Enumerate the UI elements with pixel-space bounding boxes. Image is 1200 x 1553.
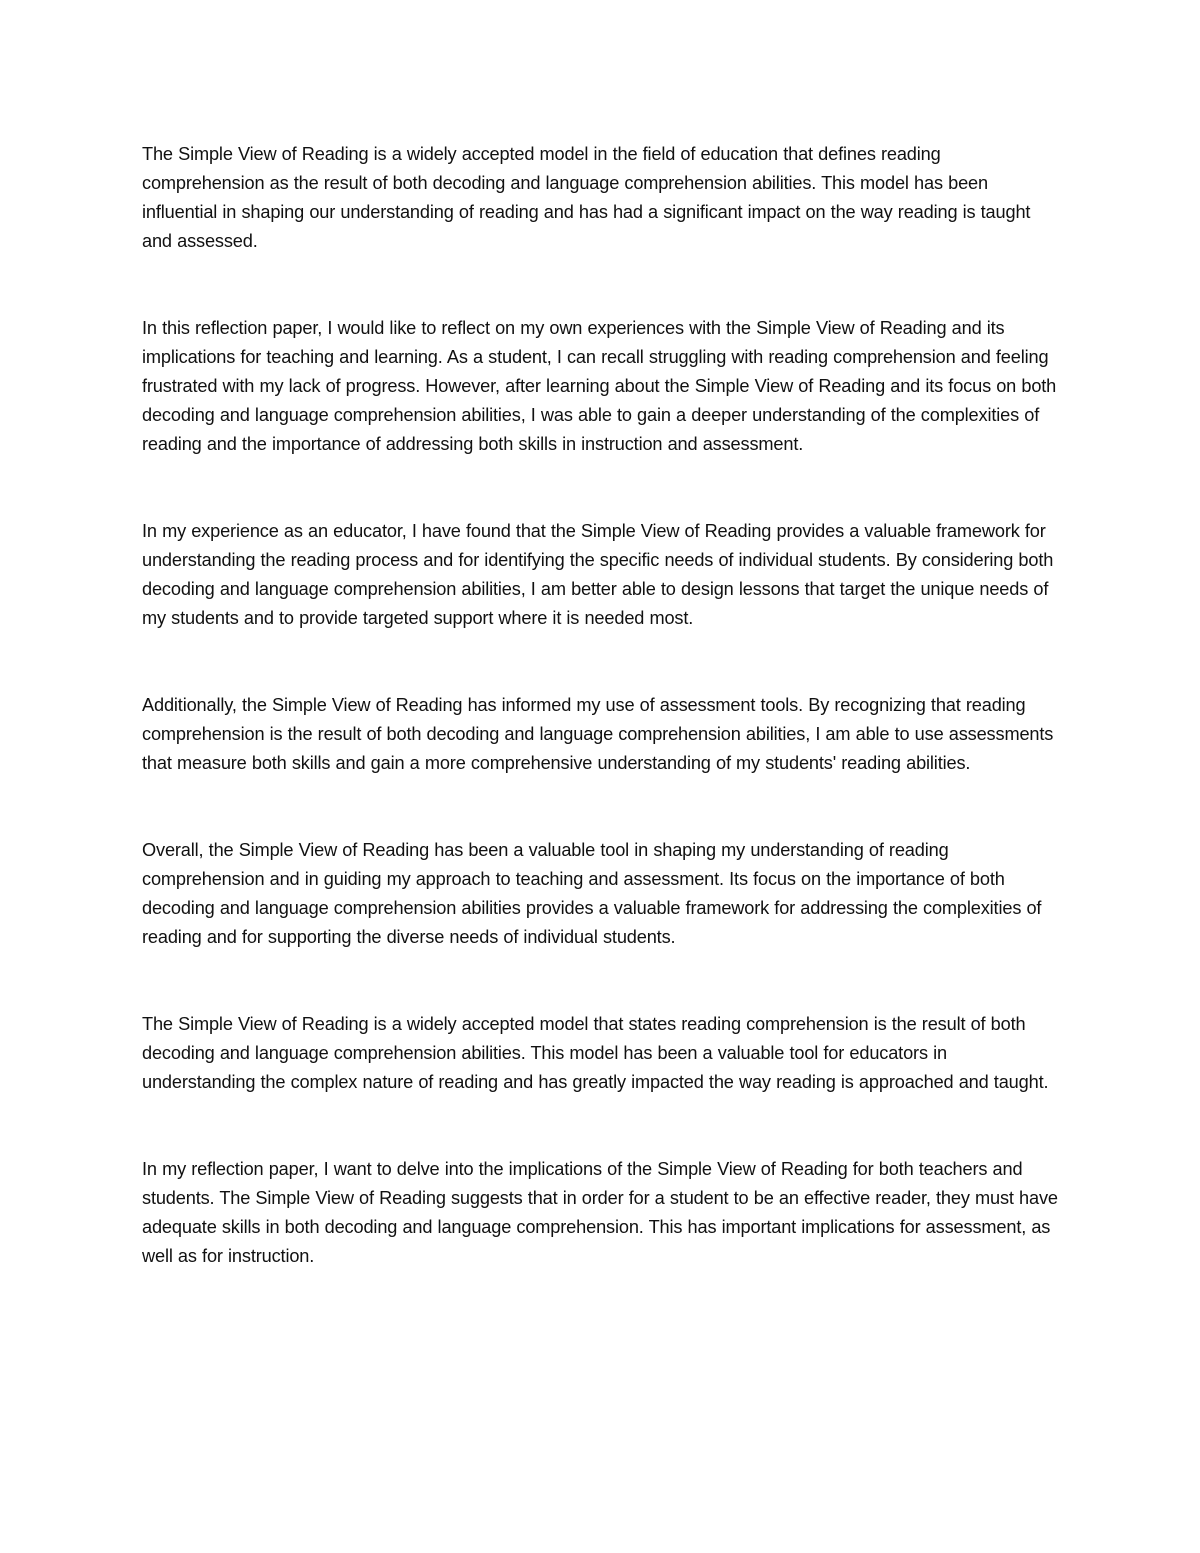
paragraph-model-summary: The Simple View of Reading is a widely accepted model that states reading comprehension is the result of both decoding and language comprehension abilities. This model has been a valuable tool for educators in understanding the complex nature of reading and has greatly impacted the way reading is approached and taught. bbox=[142, 1014, 1049, 1092]
paragraph-educator-experience: In my experience as an educator, I have found that the Simple View of Reading provides a valuable framework for understanding the reading process and for identifying the specific needs of individual students. By considering both decoding and language comprehension abilities, I am better able to design lessons that target the unique needs of my students and to provide targeted support where it is needed most. bbox=[142, 521, 1054, 628]
paragraph-overall: Overall, the Simple View of Reading has been a valuable tool in shaping my understanding of reading comprehension and in guiding my approach to teaching and assessment. Its focus on the importance of both decoding and language comprehension abilities provides a valuable framework for addressing the complexities of reading and for supporting the diverse needs of individual students. bbox=[142, 840, 1042, 947]
paragraph-intro: The Simple View of Reading is a widely accepted model in the field of education that defines reading comprehension as the result of both decoding and language comprehension abilities. This model has been influential in shaping our understanding of reading and has had a significant impact on the way reading is taught and assessed. bbox=[142, 144, 1031, 251]
paragraph-assessment-tools: Additionally, the Simple View of Reading has informed my use of assessment tools. By recognizing that reading comprehension is the result of both decoding and language comprehension abilities, I am able to use assessments that measure both skills and gain a more comprehensive understanding of my students' reading abilities. bbox=[142, 695, 1054, 773]
paragraph-implications: In my reflection paper, I want to delve into the implications of the Simple View of Reading for both teachers and students. The Simple View of Reading suggests that in order for a student to be an effective reader, they must have adequate skills in both decoding and language comprehension. This has important implications for assessment, as well as for instruction. bbox=[142, 1159, 1058, 1266]
document-body bbox=[142, 140, 1062, 1271]
paragraph-reflection-student: In this reflection paper, I would like to reflect on my own experiences with the Simple View of Reading and its implications for teaching and learning. As a student, I can recall struggling with reading comprehension and feeling frustrated with my lack of progress. However, after learning about the Simple View of Reading and its focus on both decoding and language comprehension abilities, I was able to gain a deeper understanding of the complexities of reading and the importance of addressing both skills in instruction and assessment. bbox=[142, 318, 1057, 454]
